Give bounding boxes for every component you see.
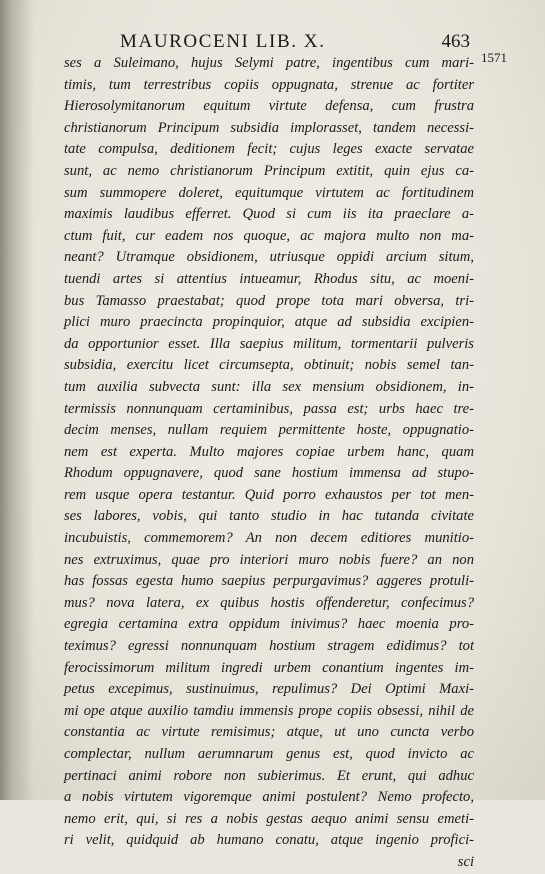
body-text-line: ses a Suleimano, hujus Selymi patre, ingentibus cum mari- <box>64 55 474 71</box>
body-text-line: bus Tamasso praestabat; quod prope tota mari obversa, tri- <box>64 292 474 309</box>
body-text-line: ctum fuit, cur eadem nos quoque, ac majora multo non ma- <box>64 227 474 244</box>
body-text-line: subsidia, exercitu licet circumsepta, obtinuit; nobis semel tan- <box>64 357 474 374</box>
body-text-line: nem est experta. Multo majores copiae urbem hanc, quam <box>64 443 474 460</box>
body-text-line: neant? Utramque obsidionem, utriusque oppidi arcium situm, <box>64 249 474 266</box>
body-text-line: mi ope atque auxilio tamdiu immensis prope copiis obsessi, nihil de <box>64 702 474 719</box>
body-text-line: pertinaci animi robore non subierimus. Et erunt, qui adhuc <box>64 767 474 784</box>
body-text-line: sci <box>457 853 474 870</box>
body-text-line: sum summopere doleret, equitumque virtutem ac fortitudinem <box>64 184 474 201</box>
body-text-line: christianorum Principum subsidia implorasset, tandem necessi- <box>64 119 474 136</box>
binding-gutter-shadow <box>0 0 34 800</box>
body-text-line: has fossas egesta humo saepius perpurgavimus? aggeres protuli- <box>64 573 474 590</box>
body-text-line: mus? nova latera, ex quibus hostis offenderetur, confecimus? <box>64 594 474 611</box>
body-text-line: complectar, nullum aerumnarum genus est, quod invicto ac <box>64 746 474 762</box>
body-text-line: teximus? egressi nonnunquam hostium stragem edidimus? tot <box>64 638 474 655</box>
body-text-line: constantia ac virtute remisimus; atque, ut uno cuncta verbo <box>64 724 474 741</box>
body-text-line: Rhodum oppugnavere, quod sane hostium immensa ad stupo- <box>64 465 474 482</box>
body-text-line: timis, tum terrestribus copiis oppugnata, strenue ac fortiter <box>64 76 474 93</box>
body-text-line: ferocissimorum militum ingredi urbem conantium ingentes im- <box>64 659 474 676</box>
body-text-line: plici muro praecincta propinquior, atque ad subsidia excipien- <box>64 314 474 331</box>
body-text-line: rem usque opera testantur. Quid porro exhaustos per tot men- <box>64 486 474 503</box>
body-text-line: incubuistis, commemorem? An non decem editiores munitio- <box>64 530 474 547</box>
body-text-line: maximis laudibus efferret. Quod si cum iis ita praeclare a- <box>64 206 474 223</box>
body-text-line: nemo erit, qui, si res a nobis gestas aequo animi sensu emeti- <box>64 810 474 827</box>
body-text-line: ses labores, vobis, qui tanto studio in hac tutanda civitate <box>64 508 474 525</box>
body-text-line: tum auxilia subvecta sunt: illa sex mensium obsidionem, in- <box>64 378 474 395</box>
body-text <box>64 53 474 874</box>
body-text-line: Hierosolymitanorum equitum virtute defensa, cum frustra <box>64 98 474 115</box>
body-text-line: petus excepimus, sustinuimus, repulimus? Dei Optimi Maxi- <box>64 681 474 698</box>
body-text-line: a nobis virtutem vigoremque animi postulent? Nemo profecto, <box>64 789 474 806</box>
body-text-line: decim menses, nullam requiem permittente hoste, oppugnatio- <box>64 422 474 439</box>
body-text-line: sunt, ac nemo christianorum Principum extitit, quin ejus ca- <box>64 162 474 179</box>
body-text-line: termissis nonnunquam certaminibus, passa est; urbs haec tre- <box>64 400 474 417</box>
margin-year-note: 1571 <box>481 50 507 65</box>
body-text-line: da opportunior esset. Illa saepius militum, tormentarii pulveris <box>64 335 474 352</box>
body-text-line: ri velit, quidquid ab humano conatu, atque ingenio profici- <box>64 832 474 849</box>
body-text-line: nes extruximus, quae pro interiori muro nobis fuere? an non <box>64 551 474 568</box>
running-header <box>72 31 472 53</box>
body-text-line: tuendi artes si attentius intueamur, Rhodus situ, ac moeni- <box>64 270 474 287</box>
body-text-line: egregia certamina extra oppidum inivimus? haec moenia pro- <box>64 616 474 633</box>
running-title: MAUROCENI LIB. X. <box>120 31 326 52</box>
body-text-line: tate compulsa, deditionem fecit; cujus leges exacte servatae <box>64 141 474 158</box>
page-number: 463 <box>441 31 470 52</box>
